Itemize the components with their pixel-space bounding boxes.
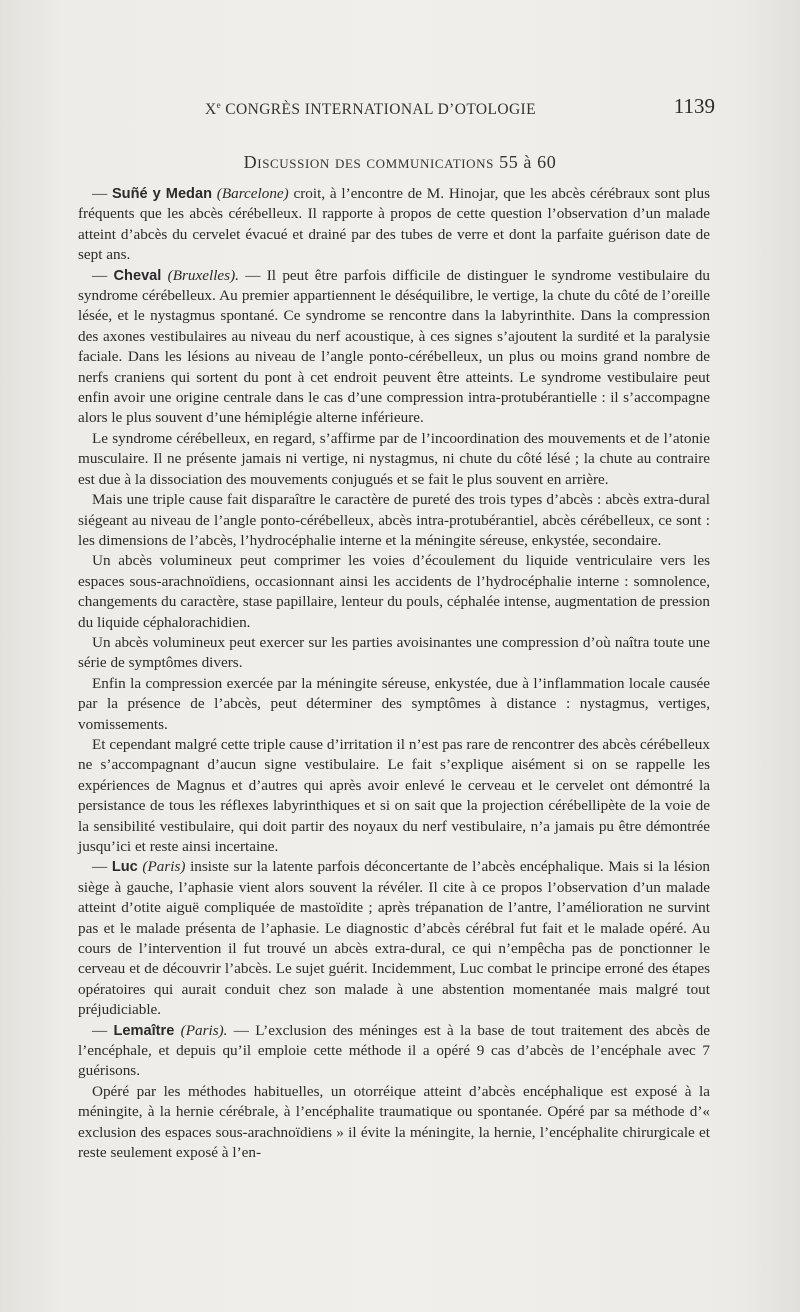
running-head xyxy=(205,94,715,126)
paragraph: — Lemaître (Paris). — L’exclusion des méninges est à la base de tout traitement des abcès de l’encéphale, et depuis qu’il emploie cette méthode il a opéré 9 cas d’abcès de l’encéphale avec 7 guérisons. xyxy=(78,1021,710,1080)
paragraph: — Luc (Paris) insiste sur la latente parfois déconcertante de l’abcès encéphalique. Mais si la lésion siège à gauche, l’aphasie vient alors souvent la révéler. Il cite à ce propos l’observation d’un malade atteint d’otite aiguë compliquée de mastoïdite ; après trépanation de l’antre, l’amélioration ne survint pas et le malade présenta de l’aphasie. Le diagnostic d’abcès cérébral fut fait et le malade opéré. Au cours de l’intervention il fut trouvé un abcès extra-dural, ce qui n’empêcha pas de ponctionner le cerveau et de découvrir l’abcès. Le sujet guérit. Incidemment, Luc combat le principe erroné des étapes opératoires qui aurait conduit chez son malade à une abstention momentanée mais malgré tout préjudiciable. xyxy=(78,858,711,1019)
section-heading-range: 55 à 60 xyxy=(499,152,557,172)
speaker-name: Lemaître xyxy=(113,1022,175,1039)
paragraph: Le syndrome cérébelleux, en regard, s’affirme par de l’incoordination des mouvements et de l’atonie musculaire. Il ne présente jamais ni vertige, ni nystagmus, ni chute du côté lésé ; la chute au contraire est due à la dissociation des mouvements conjugués et se fait le plus souvent en arrière. xyxy=(78,429,710,488)
paragraph: — Cheval (Bruxelles). — Il peut être parfois difficile de distinguer le syndrome vestibulaire du syndrome cérébelleux. Au premier appartiennent le déséquilibre, le vertige, la chute du côté de l’oreille lésée, et le nystagmus spontané. Ce syndrome se rencontre dans la labyrinthite. Dans la compression des axones vestibulaires au niveau du nerf acoustique, à ces signes s’ajoutent la surdité et la paralysie faciale. Dans les lésions au niveau de l’angle ponto-cérébelleux, un plus ou moins grand nombre de nerfs craniens qui sortent du pont à cet endroit peuvent être atteints. Le syndrome vestibulaire peut enfin avoir une origine centrale dans le cas d’une compression intra-protubérantielle : il s’accompagne alors le plus souvent d’une hémiplégie alterne inférieure. xyxy=(78,266,710,427)
paragraph: Enfin la compression exercée par la méningite séreuse, enkystée, due à l’inflammation locale causée par la présence de l’abcès, peut déterminer des symptômes à distance : nystagmus, vertiges, vomissements. xyxy=(78,674,710,733)
ordinal-superscript: e xyxy=(216,100,221,110)
speaker-name: Luc xyxy=(111,859,138,876)
speaker-location: (Bruxelles). xyxy=(167,266,239,284)
paragraph: — Suñé y Medan (Barcelone) croit, à l’encontre de M. Hinojar, que les abcès cérébraux sont plus fréquents que les abcès cérébelleux. Il rapporte à propos de cette question l’observation d’un malade atteint d’abcès du cervelet évacué et drainé par des tubes de verre et dont la parfaite guérison date de sept ans. xyxy=(78,185,711,264)
speaker-location: (Paris) xyxy=(142,858,186,876)
paragraph: Un abcès volumineux peut comprimer les voies d’écoulement du liquide ventriculaire vers les espaces sous-arachnoïdiens, occasionnant ainsi les accidents de l’hydrocéphalie interne : somnolence, changements du caractère, stase papillaire, lenteur du pouls, céphalée intense, augmentation de pression du liquide céphalorachidien. xyxy=(78,552,710,631)
running-head-title: Xe CONGRÈS INTERNATIONAL D’OTOLOGIE xyxy=(205,100,536,119)
paragraph: Un abcès volumineux peut exercer sur les parties avoisinantes une compression d’où naîtra toute une série de symptômes divers. xyxy=(78,633,710,672)
page-number: 1139 xyxy=(673,94,715,118)
paragraph: Opéré par les méthodes habituelles, un otorréique atteint d’abcès encéphalique est exposé à la méningite, à la hernie cérébrale, à l’encéphalite traumatique ou spontanée. Opéré par sa méthode d’« exclusion des espaces sous-arachnoïdiens » il évite la méningite, la hernie, l’encéphalite chirurgicale et reste seulement exposé à l’en- xyxy=(78,1082,710,1162)
section-heading-label: Discussion des communications xyxy=(243,152,494,172)
section-heading xyxy=(0,152,800,173)
speaker-name: Cheval xyxy=(113,267,162,284)
paragraph: Mais une triple cause fait disparaître le caractère de pureté des trois types d’abcès : abcès extra-dural siégeant au niveau de l’angle ponto-cérébelleux, abcès intra-protubérantiel, abcès cérébelleux, ce sont : les dimensions de l’abcès, l’hydrocéphalie interne et la méningite séreuse, enkystée, secondaire. xyxy=(78,491,710,549)
body-text xyxy=(78,184,710,1164)
paragraph: Et cependant malgré cette triple cause d’irritation il n’est pas rare de rencontrer des abcès cérébelleux ne s’accompagnant d’aucun signe vestibulaire. Le fait s’explique aisément si on se rappelle les expériences de Magnus et d’autres qui après avoir enlevé le cerveau et le cervelet ont démontré la persistance de tous les réflexes labyrinthiques et si on sait que la projection cérébellipète de la voie de la sensibilité vestibulaire, qui doit partir des noyaux du nerf vestibulaire, n’a jamais pu être démontrée jusqu’ici et reste ainsi incertaine. xyxy=(78,735,710,855)
speaker-location: (Barcelone) xyxy=(216,185,289,202)
speaker-name: Suñé y Medan xyxy=(111,186,212,202)
speaker-location: (Paris). xyxy=(180,1021,228,1039)
